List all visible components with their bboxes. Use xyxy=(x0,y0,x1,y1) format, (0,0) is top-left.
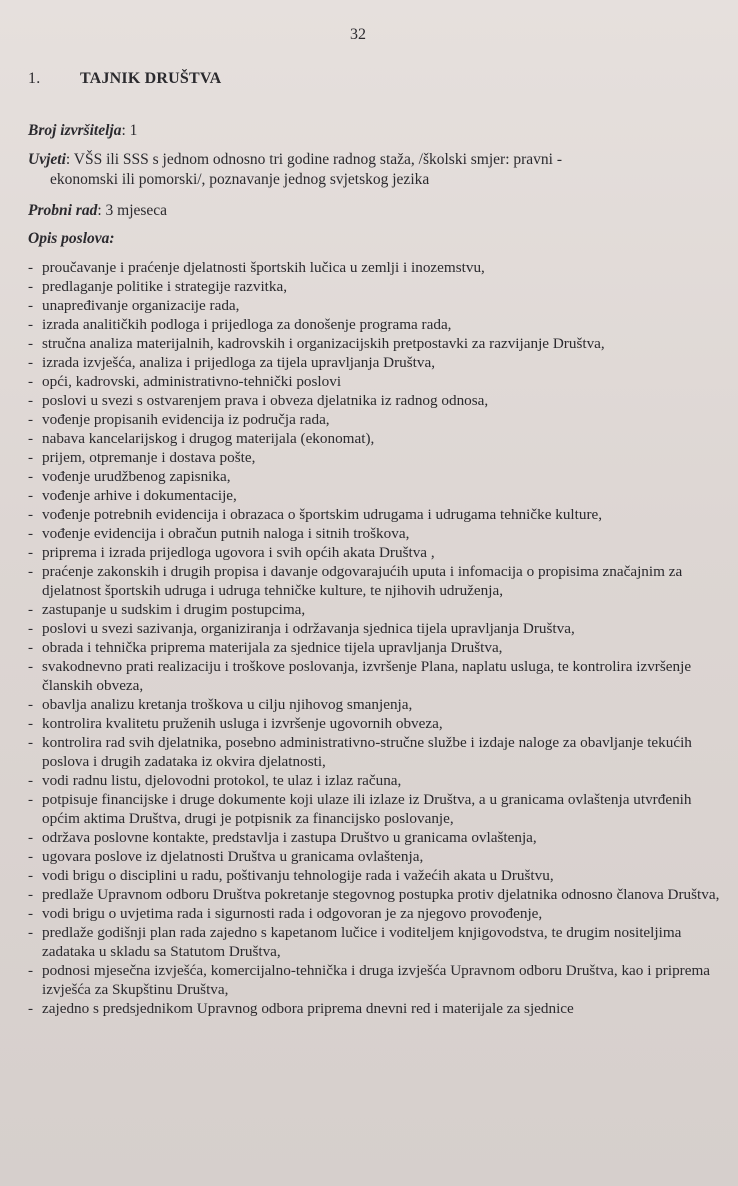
conditions-line xyxy=(28,150,718,190)
duty-item xyxy=(28,961,728,999)
list-dash: - xyxy=(28,905,34,922)
duty-text: predlaže godišnji plan rada zajedno s kapetanom lučice i voditeljem knjigovodstva, te drugim nositeljima zadataka u skladu sa Statutom Društva, xyxy=(42,924,682,960)
duty-item xyxy=(28,999,728,1018)
duty-text: obrada i tehnička priprema materijala za sjednice tijela upravljanja Društva, xyxy=(42,639,503,656)
duties-heading xyxy=(28,230,718,248)
duty-item xyxy=(28,467,728,486)
list-dash: - xyxy=(28,278,34,295)
duty-item xyxy=(28,885,728,904)
list-dash: - xyxy=(28,468,34,485)
duty-text: potpisuje financijske i druge dokumente koji ulaze ili izlaze iz Društva, a u granicama ovlaštenja utvrđenih općim aktima Društva, drugi je potpisnik za financijsko poslovanje, xyxy=(42,791,692,827)
duties-list xyxy=(28,258,728,1018)
duty-item xyxy=(28,923,728,961)
list-dash: - xyxy=(28,886,34,903)
list-dash: - xyxy=(28,354,34,371)
duty-text: poslovi u svezi sazivanja, organiziranja i održavanja sjednica tijela upravljanja Društva, xyxy=(42,620,575,637)
duty-item xyxy=(28,429,728,448)
duty-text: poslovi u svezi s ostvarenjem prava i obveza djelatnika iz radnog odnosa, xyxy=(42,392,489,409)
duty-item xyxy=(28,771,728,790)
duty-item xyxy=(28,695,728,714)
duty-text: kontrolira rad svih djelatnika, posebno administrativno-stručne službe i izdaje naloge za obavljanje tekućih poslova i drugih zadataka iz okvira djelatnosti, xyxy=(42,734,692,770)
duty-item xyxy=(28,448,728,467)
duty-text: priprema i izrada prijedloga ugovora i svih općih akata Društva , xyxy=(42,544,435,561)
duty-item xyxy=(28,828,728,847)
list-dash: - xyxy=(28,601,34,618)
duty-text: prijem, otpremanje i dostava pošte, xyxy=(42,449,256,466)
duty-text: praćenje zakonskih i drugih propisa i davanje odgovarajućih uputa i infomacija o propisima značajnim za djelatnost športskih udruga i udruga tehničke kulture, te njihovih udruženja, xyxy=(42,563,683,599)
duty-item xyxy=(28,714,728,733)
section-number: 1. xyxy=(28,70,41,87)
probation-value: : 3 mjeseca xyxy=(97,202,168,219)
duty-text: održava poslovne kontakte, predstavlja i zastupa Društvo u granicama ovlaštenja, xyxy=(42,829,537,846)
duty-text: vodi brigu o uvjetima rada i sigurnosti rada i odgovoran je za njegovo provođenje, xyxy=(42,905,543,922)
list-dash: - xyxy=(28,506,34,523)
section-heading xyxy=(28,70,221,88)
executors-value: : 1 xyxy=(121,122,138,139)
duty-text: nabava kancelarijskog i drugog materijala (ekonomat), xyxy=(42,430,375,447)
probation-label: Probni rad xyxy=(28,202,98,219)
duty-item xyxy=(28,315,728,334)
duty-text: ugovara poslove iz djelatnosti Društva u granicama ovlaštenja, xyxy=(42,848,424,865)
duty-item xyxy=(28,543,728,562)
list-dash: - xyxy=(28,715,34,732)
probation-line xyxy=(28,202,718,220)
duty-text: vođenje arhive i dokumentacije, xyxy=(42,487,237,504)
list-dash: - xyxy=(28,373,34,390)
duty-item xyxy=(28,524,728,543)
duty-item xyxy=(28,277,728,296)
duty-text: vodi radnu listu, djelovodni protokol, te ulaz i izlaz računa, xyxy=(42,772,402,789)
duty-text: kontrolira kvalitetu pruženih usluga i izvršenje ugovornih obveza, xyxy=(42,715,443,732)
duty-item xyxy=(28,372,728,391)
list-dash: - xyxy=(28,544,34,561)
duty-item xyxy=(28,296,728,315)
duty-text: vođenje evidencija i obračun putnih naloga i sitnih troškova, xyxy=(42,525,410,542)
section-title: TAJNIK DRUŠTVA xyxy=(80,70,222,87)
duty-item xyxy=(28,410,728,429)
duty-text: vođenje urudžbenog zapisnika, xyxy=(42,468,231,485)
duty-text: predlaganje politike i strategije razvitka, xyxy=(42,278,288,295)
list-dash: - xyxy=(28,392,34,409)
duties-label: Opis poslova xyxy=(28,230,110,247)
duty-item xyxy=(28,600,728,619)
executors-line xyxy=(28,122,718,140)
list-dash: - xyxy=(28,411,34,428)
list-dash: - xyxy=(28,962,34,979)
duty-text: unapređivanje organizacije rada, xyxy=(42,297,240,314)
list-dash: - xyxy=(28,297,34,314)
list-dash: - xyxy=(28,924,34,941)
duty-item xyxy=(28,391,728,410)
duty-item xyxy=(28,258,728,277)
duty-text: stručna analiza materijalnih, kadrovskih i organizacijskih pretpostavki za razvijanje Društva, xyxy=(42,335,605,352)
duties-colon: : xyxy=(109,230,115,247)
list-dash: - xyxy=(28,430,34,447)
duty-item xyxy=(28,638,728,657)
duty-text: svakodnevno prati realizaciju i troškove poslovanja, izvršenje Plana, naplatu usluga, te kontrolira izvršenje članskih obveza, xyxy=(42,658,692,694)
duty-item xyxy=(28,353,728,372)
duty-text: obavlja analizu kretanja troškova u cilju njihovog smanjenja, xyxy=(42,696,413,713)
duty-item xyxy=(28,657,728,695)
conditions-value: : VŠS ili SSS s jednom odnosno tri godine radnog staža, /školski smjer: pravni - xyxy=(65,151,563,168)
list-dash: - xyxy=(28,658,34,675)
list-dash: - xyxy=(28,1000,34,1017)
list-dash: - xyxy=(28,563,34,580)
duty-item xyxy=(28,562,728,600)
duty-text: opći, kadrovski, administrativno-tehnički poslovi xyxy=(42,373,342,390)
duty-item xyxy=(28,619,728,638)
conditions-value-continued: ekonomski ili pomorski/, poznavanje jednog svjetskog jezika xyxy=(50,171,430,188)
duty-text: podnosi mjesečna izvješća, komercijalno-tehnička i druga izvješća Upravnom odboru Društva, kao i priprema izvješća za Skupštinu Društva, xyxy=(42,962,711,998)
list-dash: - xyxy=(28,867,34,884)
list-dash: - xyxy=(28,696,34,713)
duty-item xyxy=(28,904,728,923)
duty-text: vođenje potrebnih evidencija i obrazaca o športskim udrugama i udrugama tehničke kulture, xyxy=(42,506,603,523)
executors-label: Broj izvršitelja xyxy=(28,122,122,139)
duty-item xyxy=(28,505,728,524)
list-dash: - xyxy=(28,639,34,656)
duty-text: vođenje propisanih evidencija iz područja rada, xyxy=(42,411,330,428)
duty-text: izrada analitičkih podloga i prijedloga za donošenje programa rada, xyxy=(42,316,452,333)
list-dash: - xyxy=(28,259,34,276)
duty-text: zajedno s predsjednikom Upravnog odbora priprema dnevni red i materijale za sjednice xyxy=(42,1000,574,1017)
duty-text: izrada izvješća, analiza i prijedloga za tijela upravljanja Društva, xyxy=(42,354,435,371)
list-dash: - xyxy=(28,525,34,542)
list-dash: - xyxy=(28,791,34,808)
list-dash: - xyxy=(28,487,34,504)
duty-item xyxy=(28,733,728,771)
page-number: 32 xyxy=(350,26,366,43)
list-dash: - xyxy=(28,829,34,846)
list-dash: - xyxy=(28,734,34,751)
duty-item xyxy=(28,847,728,866)
conditions-label: Uvjeti xyxy=(28,151,66,168)
list-dash: - xyxy=(28,848,34,865)
duty-item xyxy=(28,334,728,353)
duty-text: vodi brigu o disciplini u radu, poštivanju tehnologije rada i važećih akata u Društvu, xyxy=(42,867,554,884)
duty-item xyxy=(28,790,728,828)
list-dash: - xyxy=(28,316,34,333)
duty-item xyxy=(28,486,728,505)
duty-text: predlaže Upravnom odboru Društva pokretanje stegovnog postupka protiv djelatnika odnosno članova Društva, xyxy=(42,886,720,903)
list-dash: - xyxy=(28,335,34,352)
list-dash: - xyxy=(28,620,34,637)
duty-text: proučavanje i praćenje djelatnosti športskih lučica u zemlji i inozemstvu, xyxy=(42,259,485,276)
list-dash: - xyxy=(28,772,34,789)
duty-item xyxy=(28,866,728,885)
list-dash: - xyxy=(28,449,34,466)
duty-text: zastupanje u sudskim i drugim postupcima, xyxy=(42,601,306,618)
